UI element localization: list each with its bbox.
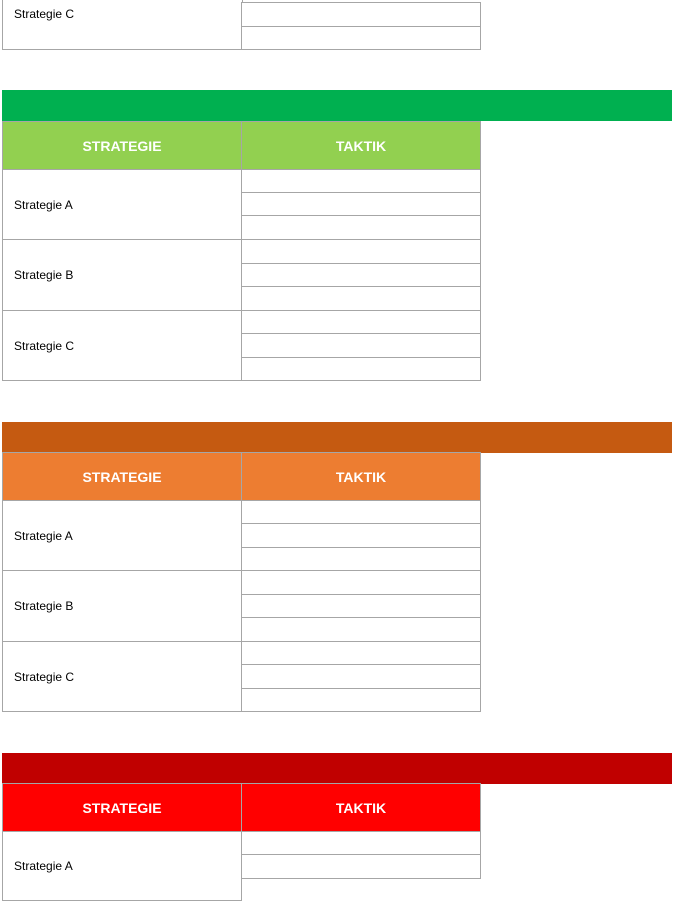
strategy-cell [2,641,242,712]
tactic-cell[interactable] [241,594,481,618]
tactic-cell[interactable] [241,192,481,216]
strategy-label: Strategie C [14,7,75,21]
strategy-label: Strategie B [14,268,74,282]
strategy-label: Strategie A [14,528,73,543]
strategy-cell [2,500,242,571]
section-color-bar-red [2,753,672,784]
tactic-cell[interactable] [241,263,481,287]
tactic-cell[interactable] [241,617,481,642]
tactic-cell[interactable] [241,239,481,264]
tactic-cell[interactable] [241,570,481,595]
tactic-cell[interactable] [241,286,481,311]
strategy-cell [2,239,242,311]
tactic-cell[interactable] [241,854,481,879]
tactic-cell[interactable] [241,357,481,381]
strategy-label: Strategie C [14,669,75,684]
tactic-cell[interactable] [241,523,481,548]
strategy-column-header: STRATEGIE [2,121,242,170]
tactic-column-header: TAKTIK [241,121,481,170]
tactic-cell[interactable] [241,831,481,855]
tactic-cell[interactable] [241,641,481,665]
strategy-cell [2,310,242,381]
tactic-cell[interactable] [241,547,481,571]
tactic-cell[interactable] [241,333,481,358]
strategy-cell [2,570,242,642]
tactic-cell[interactable] [241,310,481,334]
tactic-cell[interactable] [241,688,481,712]
strategy-column-header: STRATEGIE [2,783,242,832]
strategy-cell [2,169,242,240]
tactic-cell[interactable] [241,2,481,27]
strategy-cell [2,831,242,901]
tactic-cell[interactable] [241,215,481,240]
strategy-label: Strategie A [14,197,73,212]
strategy-cell [2,0,243,50]
strategy-column-header: STRATEGIE [2,452,242,501]
tactic-column-header: TAKTIK [241,783,481,832]
tactic-column-header: TAKTIK [241,452,481,501]
strategy-label: Strategie A [14,859,73,873]
section-color-bar-orange [2,422,672,453]
tactic-cell[interactable] [241,664,481,689]
strategy-label: Strategie B [14,599,74,613]
tactic-cell[interactable] [241,26,481,50]
tactic-cell[interactable] [241,169,481,193]
tactic-cell[interactable] [241,500,481,524]
section-color-bar-green [2,90,672,121]
strategy-label: Strategie C [14,338,75,353]
